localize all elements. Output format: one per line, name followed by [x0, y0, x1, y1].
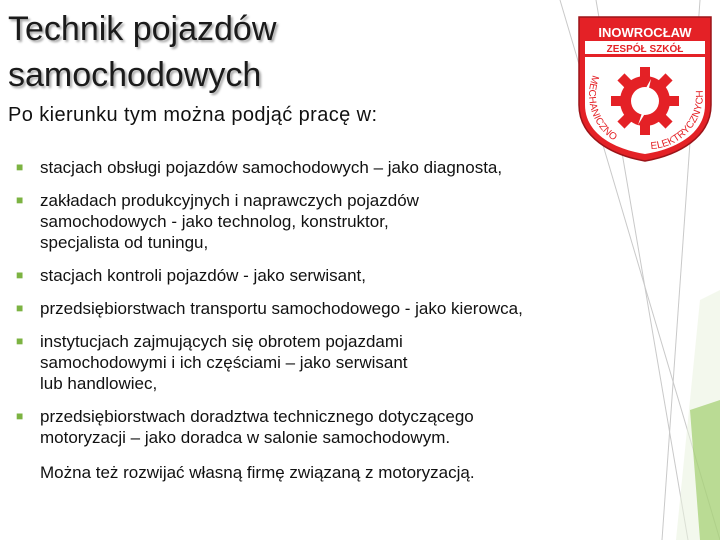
list-item-line: lub handlowiec,: [40, 374, 158, 393]
list-item: [16, 190, 626, 253]
square-bullet-icon: ■: [16, 301, 24, 315]
bullet-list: [16, 157, 626, 460]
square-bullet-icon: ■: [16, 160, 24, 174]
list-item-text: [40, 331, 408, 394]
list-item: [16, 298, 626, 319]
logo-band-text: ZESPÓŁ SZKÓŁ: [606, 44, 684, 55]
list-item-line: stacjach obsługi pojazdów samochodowych – jako diagnosta,: [40, 158, 503, 177]
list-item-line: przedsiębiorstwach transportu samochodowego - jako kierowca,: [40, 299, 523, 318]
school-logo: [575, 13, 715, 163]
extra-note: Można też rozwijać własną firmę związaną z motoryzacją.: [40, 463, 475, 482]
square-bullet-icon: ■: [16, 268, 24, 282]
list-item-text: [40, 406, 474, 448]
list-item-text: [40, 157, 502, 178]
list-item-line: motoryzacji – jako doradca w salonie samochodowym.: [40, 428, 451, 447]
list-item-line: zakładach produkcyjnych i naprawczych pojazdów: [40, 191, 419, 210]
list-item-text: [40, 265, 366, 286]
square-bullet-icon: ■: [16, 193, 24, 207]
list-item: [16, 406, 626, 448]
list-item: [16, 265, 626, 286]
list-item-line: samochodowymi i ich częściami – jako serwisant: [40, 353, 408, 372]
list-item-line: stacjach kontroli pojazdów - jako serwisant,: [40, 266, 366, 285]
list-item-line: samochodowych - jako technolog, konstruktor,: [40, 212, 389, 231]
title-line-1: Technik pojazdów: [8, 10, 277, 48]
list-item-line: przedsiębiorstwach doradztwa technicznego dotyczącego: [40, 407, 474, 426]
slide-subtitle: Po kierunku tym można podjąć pracę w:: [8, 104, 378, 126]
logo-left-arc-text: MECHANICZNO: [586, 73, 619, 144]
list-item-line: instytucjach zajmujących się obrotem pojazdami: [40, 332, 403, 351]
list-item: [16, 331, 626, 394]
square-bullet-icon: ■: [16, 334, 24, 348]
list-item-text: [40, 298, 523, 319]
title-line-2: samochodowych: [8, 56, 262, 94]
list-item-line: specjalista od tuningu,: [40, 233, 209, 252]
logo-top-text: INOWROCŁAW: [598, 25, 692, 40]
logo-right-arc-text: ELEKTRYCZNYCH: [650, 90, 706, 153]
list-item: [16, 157, 626, 178]
list-item-text: [40, 190, 419, 253]
slide-title: [8, 6, 488, 98]
gear-lightning-icon: [611, 67, 679, 135]
square-bullet-icon: ■: [16, 409, 24, 423]
